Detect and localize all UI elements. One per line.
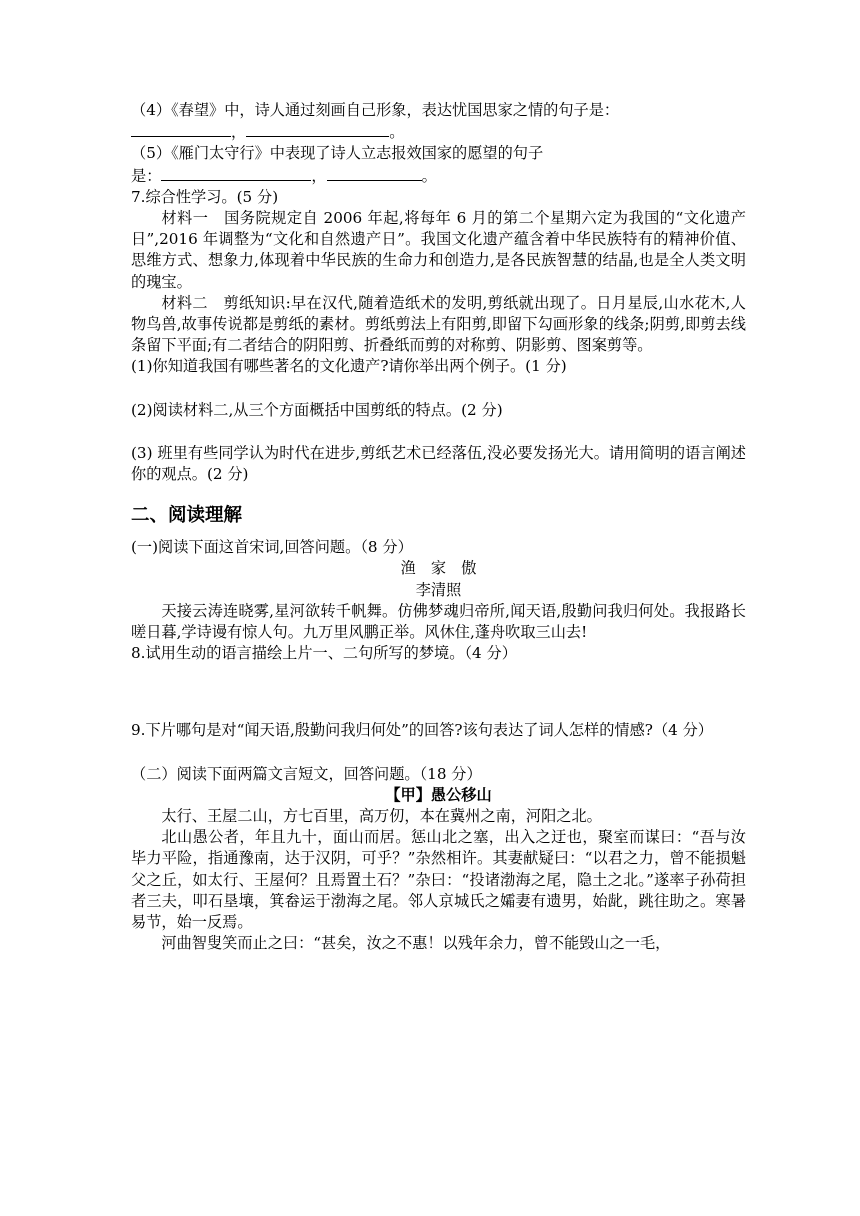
poem-author: 李清照 (415, 580, 462, 599)
question-7-title: 7.综合性学习。(5 分) (131, 187, 279, 206)
question-9: 9.下片哪句是对“闻天语,殷勤问我归何处”的回答?该句表达了词人怎样的情感?（4 分） (131, 721, 713, 740)
question-5: （5）《雁门太守行》中表现了诗人立志报效国家的愿望的句子 是： ， 。 (131, 144, 544, 185)
passage-title: 【甲】愚公移山 (385, 785, 492, 804)
part-1-intro: (一)阅读下面这首宋词,回答问题。（8 分） (131, 538, 413, 557)
poem-body: 天接云涛连晓雾,星河欲转千帆舞。仿佛梦魂归帝所,闻天语,殷勤问我归何处。我报路长嗟日暮,学诗谩有惊人句。九万里风鹏正举。风休住,蓬舟吹取三山去! (131, 601, 746, 642)
document-page (131, 100, 746, 955)
passage-paragraph: 北山愚公者，年且九十，面山而居。惩山北之塞，出入之迂也，聚室而谋曰：“吾与汝毕力平险，指通豫南，达于汉阴，可乎？”杂然相许。其妻献疑曰：“以君之力，曾不能损魁父之丘，如太行、王屋何？且焉置土石？”杂曰：“投诸渤海之尾，隐土之北。”遂率子孙荷担者三夫，叩石垦壤，箕畚运于渤海之尾。邻人京城氏之孀妻有遗男，始龀，跳往助之。寒暑易节，始一反焉。 (131, 828, 746, 932)
passage-paragraph: 太行、王屋二山，方七百里，高万仞，本在冀州之南，河阳之北。 (161, 807, 602, 826)
section-heading: 二、阅读理解 (131, 505, 243, 527)
material-2: 材料二 剪纸知识:早在汉代,随着造纸术的发明,剪纸就出现了。日月星辰,山水花木,人物鸟兽,故事传说都是剪纸的素材。剪纸剪法上有阳剪,即留下勾画形象的线条;阴剪,即剪去线条留下平面;有二者结合的阴阳剪、折叠纸而剪的对称剪、阴影剪、图案剪等。 (131, 293, 746, 355)
question-7-3: (3) 班里有些同学认为时代在进步,剪纸艺术已经落伍,没必要发扬光大。请用简明的语言阐述你的观点。(2 分) (131, 443, 746, 484)
answer-blank[interactable] (327, 165, 422, 181)
answer-blank[interactable] (246, 121, 389, 137)
answer-space[interactable] (131, 421, 746, 443)
question-8: 8.试用生动的语言描绘上片一、二句所写的梦境。（4 分） (131, 644, 517, 663)
answer-blank[interactable] (161, 165, 311, 181)
question-5-text: （5）《雁门太守行》中表现了诗人立志报效国家的愿望的句子 (131, 144, 544, 163)
question-7-2: (2)阅读材料二,从三个方面概括中国剪纸的特点。(2 分) (131, 400, 503, 419)
material-1: 材料一 国务院规定自 2006 年起,将每年 6 月的第二个星期六定为我国的“文化遗产日”,2016 年调整为“文化和自然遗产日”。我国文化遗产蕴含着中华民族特有的精神价值、思维方式、想象力,体现着中华民族的生命力和创造力,是各民族智慧的结晶,也是全人类文明的瑰宝。 (131, 209, 746, 291)
question-7-1: (1)你知道我国有哪些著名的文化遗产?请你举出两个例子。(1 分) (131, 357, 567, 376)
answer-blank[interactable] (131, 121, 231, 137)
answer-space[interactable] (131, 378, 746, 400)
question-4-text: （4）《春望》中，诗人通过刻画自己形象，表达忧国思家之情的句子是： (131, 101, 620, 119)
passage-paragraph: 河曲智叟笑而止之曰：“甚矣，汝之不惠！以残年余力，曾不能毁山之一毛， (161, 934, 671, 953)
part-2-intro: （二）阅读下面两篇文言短文，回答问题。（18 分） (131, 764, 482, 783)
answer-space[interactable] (131, 742, 746, 764)
answer-space[interactable] (131, 664, 746, 720)
question-4: （4）《春望》中，诗人通过刻画自己形象，表达忧国思家之情的句子是： ， 。 (131, 101, 620, 142)
poem-title: 渔 家 傲 (400, 559, 477, 578)
